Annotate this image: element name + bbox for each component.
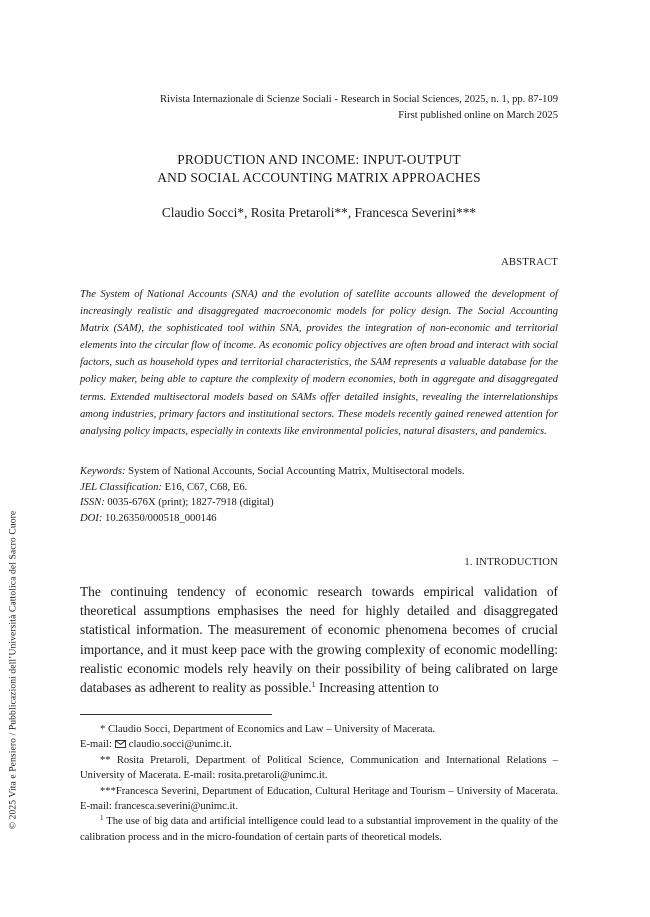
- running-header: [80, 92, 558, 124]
- issn-line: [80, 495, 558, 511]
- footnote-1: [80, 814, 558, 845]
- introduction-paragraph-continued: Increasing attention to: [315, 680, 439, 696]
- email-link[interactable]: claudio.socci@unimc.it.: [128, 739, 232, 751]
- doi-label: DOI:: [80, 512, 103, 524]
- introduction-text: [80, 582, 558, 697]
- paper-title: [80, 151, 558, 187]
- footnote-ref-1[interactable]: 1: [311, 680, 316, 690]
- doi-value: 10.26350/000518_000146: [105, 512, 217, 524]
- jel-value: E16, C67, C68, E6.: [164, 481, 248, 493]
- envelope-icon: [115, 740, 126, 748]
- issn-label: ISSN:: [80, 497, 105, 508]
- publication-date: First published online on March 2025: [398, 110, 558, 121]
- footnote-1-marker: 1: [100, 814, 104, 823]
- keywords-value: System of National Accounts, Social Accounting Matrix, Multisectoral models.: [128, 466, 465, 477]
- jel-label: JEL Classification:: [80, 481, 162, 493]
- keywords-line: [80, 464, 558, 480]
- footnote-author-1: * Claudio Socci, Department of Economics and Law – University of Macerata.: [100, 724, 436, 735]
- footnote-author-2: ** Rosita Pretaroli, Department of Political Science, Communication and International Relations – University of Macerata. E-mail: rosita.pretaroli@unimc.it.: [80, 754, 558, 782]
- footnote-divider: [80, 714, 272, 715]
- author-list: Claudio Socci*, Rosita Pretaroli**, Francesca Severini***: [161, 205, 477, 220]
- footnote-1-text: The use of big data and artificial intelligence could lead to a substantial improvement in the quality of the calibration process and in the micro-foundation of certain parts of theoretical models.: [80, 816, 558, 843]
- title-line-1: PRODUCTION AND INCOME: INPUT-OUTPUT: [177, 152, 461, 167]
- footnote-author-3: ***Francesca Severini, Department of Education, Cultural Heritage and Tourism – University of Macerata. E-mail: francesca.severini@unimc.it.: [80, 785, 558, 813]
- issn-value: 0035-676X (print); 1827-7918 (digital): [107, 497, 274, 508]
- keywords-label: Keywords:: [80, 466, 126, 477]
- abstract-heading: ABSTRACT: [501, 257, 558, 268]
- copyright-text: © 2025 Vita e Pensiero / Pubblicazioni dell’Università Cattolica del Sacro Cuore: [7, 510, 19, 830]
- introduction-heading: 1. INTRODUCTION: [464, 557, 558, 568]
- footnote-author-1-email: [80, 737, 558, 752]
- metadata-block: [80, 464, 558, 526]
- abstract-text: The System of National Accounts (SNA) and the evolution of satellite accounts allowed the development of increasingly realistic and disaggregated macroeconomic models for policy design. The Social Accounting Matrix (SAM), the sophisticated tool within SNA, provides the integration of non-economic and territorial elements into the circular flow of income. As economic policy objectives are often broad and interact with social factors, such as household types and territorial characteristics, the SAM represents a valuable database for the policy maker, being able to capture the complexity of modern economies, both in aggregate and disaggregated terms. Extended multisectoral models based on SAMs offer detailed insights, revealing the interrelationships among industries, primary factors and institutional sectors. These models recently gained renewed attention for analysing policy impacts, especially in contexts like environmental policies, natural disasters, and pandemics.: [80, 289, 558, 437]
- footnotes: [80, 722, 558, 845]
- doi-line: [80, 511, 558, 527]
- introduction-paragraph: The continuing tendency of economic research towards empirical validation of theoretical assumptions emphasises the need for highly detailed and disaggregated statistical information. The measurement of economic phenomena becomes of crucial importance, and it must keep pace with the growing complexity of economic modelling: realistic economic models rely heavily on their possibility of being calibrated on large databases as adherent to reality as possible.: [80, 584, 558, 696]
- jel-line: [80, 480, 558, 496]
- email-label: E-mail:: [80, 739, 112, 751]
- copyright-sidebar: [4, 490, 22, 850]
- title-line-2: AND SOCIAL ACCOUNTING MATRIX APPROACHES: [157, 170, 481, 185]
- journal-citation: Rivista Internazionale di Scienze Sociali - Research in Social Sciences, 2025, n. 1, pp. 87-109: [159, 94, 558, 105]
